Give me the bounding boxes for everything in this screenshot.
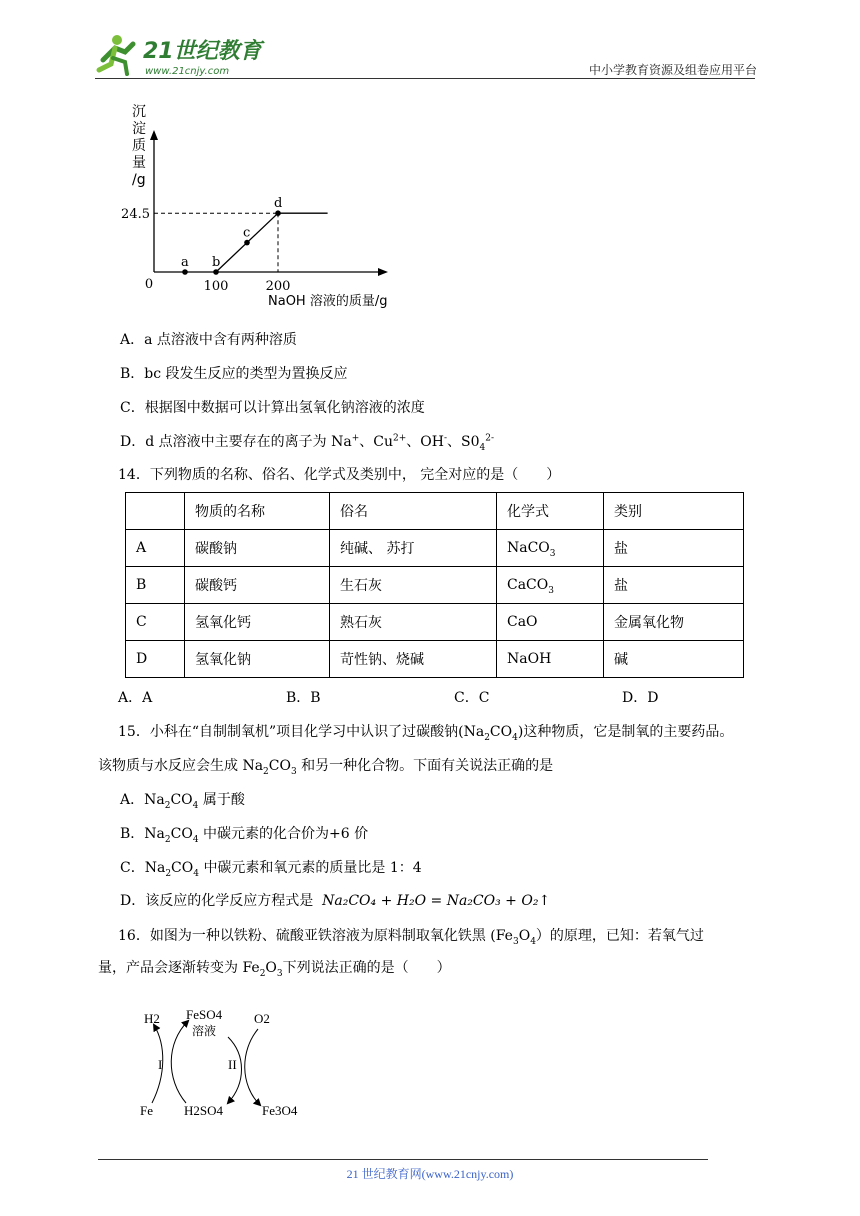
y-label-char: 质	[132, 138, 146, 154]
footer-rule	[98, 1159, 708, 1160]
table-row	[126, 604, 744, 641]
origin-label: 0	[144, 277, 154, 292]
h2-label: H2	[144, 1011, 160, 1026]
point-label-b: b	[212, 255, 221, 270]
table-cell: 金属氧化物	[604, 604, 744, 641]
cycle2-right-arrow	[245, 1029, 260, 1105]
fe-label: Fe	[140, 1103, 153, 1118]
y-tick-label: 24.5	[121, 207, 150, 223]
q15-stem-line2: 该物质与水反应会生成 $Na_2CO_3$ 和另一种化合物。下面有关说法正确的是	[98, 758, 554, 777]
precipitate-chart	[120, 100, 420, 315]
table-cell: A	[126, 530, 185, 567]
reaction-cycle-diagram	[130, 995, 320, 1125]
table-cell: 氢氧化钠	[185, 641, 330, 678]
table-cell: 纯碱、 苏打	[330, 530, 497, 567]
y-label-char: 沉	[132, 104, 146, 120]
fe3o4-label: Fe3O4	[262, 1103, 298, 1118]
q15-option-d: D．该反应的化学反应方程式是 Na₂CO₄ + H₂O = Na₂CO₃ + O₂↑	[120, 893, 551, 909]
x-axis-arrow	[378, 268, 388, 276]
q15-option-a: A．$Na_2CO_4$ 属于酸	[120, 792, 245, 811]
table-row	[126, 641, 744, 678]
cycle1-right-arrow	[171, 1021, 188, 1103]
y-label-char: 量	[132, 155, 146, 171]
table-cell: 氢氧化钙	[185, 604, 330, 641]
q16-stem-line1: 16．如图为一种以铁粉、硫酸亚铁溶液为原料制取氧化铁黑 $(Fe_3O_4)$的原理，已知：若氧气过	[118, 928, 704, 947]
q16-stem-line2: 量，产品会逐渐转变为 $Fe_2O_3$下列说法正确的是（ ）	[98, 960, 451, 979]
table-cell: NaCO$_3$	[497, 530, 604, 567]
q15-stem-line1: 15．小科在“自制制氧机”项目化学习中认识了过碳酸钠$(Na_2CO_4)$这种物质，它是制氧的主要药品。	[118, 724, 734, 743]
table-cell: 熟石灰	[330, 604, 497, 641]
table-cell: NaOH	[497, 641, 604, 678]
q14-stem: 14．下列物质的名称、俗名、化学式及类别中， 完全对应的是（ ）	[118, 467, 561, 483]
step-2-label: II	[228, 1057, 237, 1072]
table-cell: 碳酸钠	[185, 530, 330, 567]
h2so4-label: H2SO4	[184, 1103, 224, 1118]
table-header-cell	[126, 493, 185, 530]
feso4-label: FeSO4	[186, 1007, 223, 1022]
table-cell: 盐	[604, 530, 744, 567]
x-tick-label: 200	[265, 279, 291, 294]
q14-answer-a: A．A	[118, 690, 153, 706]
table-cell: 苛性钠、烧碱	[330, 641, 497, 678]
point-label-a: a	[181, 255, 189, 270]
header-platform-text: 中小学教育资源及组卷应用平台	[588, 63, 757, 77]
y-label-char: 淀	[132, 121, 146, 137]
table-cell: CaO	[497, 604, 604, 641]
table-header-cell: 化学式	[497, 493, 604, 530]
x-axis-label: NaOH 溶液的质量/g	[268, 294, 388, 309]
point-label-d: d	[274, 196, 283, 212]
table-header-cell: 俗名	[330, 493, 497, 530]
table-row	[126, 567, 744, 604]
table-cell: 碳酸钙	[185, 567, 330, 604]
runner-logo-icon	[99, 35, 133, 74]
q13-option-a: A．a 点溶液中含有两种溶质	[120, 332, 297, 348]
table-cell: D	[126, 641, 185, 678]
table-cell: 盐	[604, 567, 744, 604]
q14-answer-c: C．C	[454, 690, 490, 706]
site-logo	[95, 30, 265, 80]
data-point-a	[182, 269, 188, 275]
q14-answer-b: B．B	[286, 690, 321, 706]
y-axis-arrow	[150, 130, 158, 140]
point-label-c: c	[243, 225, 251, 241]
logo-url-text: www.21cnjy.com	[145, 66, 230, 77]
q15-equation: Na₂CO₄ + H₂O = Na₂CO₃ + O₂↑	[322, 893, 551, 909]
header-rule	[95, 78, 755, 79]
q13-option-d: D．d 点溶液中主要存在的离子为 Na+、$Cu^{2+}$、OH-、$S0_4^{2-}$	[120, 433, 494, 453]
data-point-c	[244, 240, 250, 246]
q14-table	[125, 492, 744, 678]
data-point-d	[275, 210, 281, 216]
table-row	[126, 530, 744, 567]
step-1-label: I	[158, 1057, 163, 1072]
table-cell: C	[126, 604, 185, 641]
logo-text: 21世纪教育	[143, 39, 262, 64]
table-cell: CaCO$_3$	[497, 567, 604, 604]
table-cell: 生石灰	[330, 567, 497, 604]
chart-ylabel	[132, 104, 146, 188]
y-label-char: /g	[132, 172, 146, 188]
table-header-cell: 物质的名称	[185, 493, 330, 530]
q13-option-c: C．根据图中数据可以计算出氢氧化钠溶液的浓度	[120, 400, 425, 416]
table-header-cell: 类别	[604, 493, 744, 530]
q14-answer-d: D．D	[622, 690, 659, 706]
x-tick-label: 100	[203, 279, 229, 294]
table-header-row	[126, 493, 744, 530]
q15-option-c: C．$Na_2CO_4$ 中碳元素和氧元素的质量比是 1：4	[120, 860, 422, 879]
footer-site-text: 21 世纪教育网(www.21cnjy.com)	[346, 1167, 514, 1181]
q13-option-b: B．bc 段发生反应的类型为置换反应	[120, 366, 348, 382]
data-point-b	[213, 269, 219, 275]
table-cell: 碱	[604, 641, 744, 678]
solution-label: 溶液	[192, 1024, 217, 1038]
q15-option-b: B．$Na_2CO_4$ 中碳元素的化合价为+6 价	[120, 826, 369, 845]
o2-label: O2	[254, 1011, 270, 1026]
table-cell: B	[126, 567, 185, 604]
